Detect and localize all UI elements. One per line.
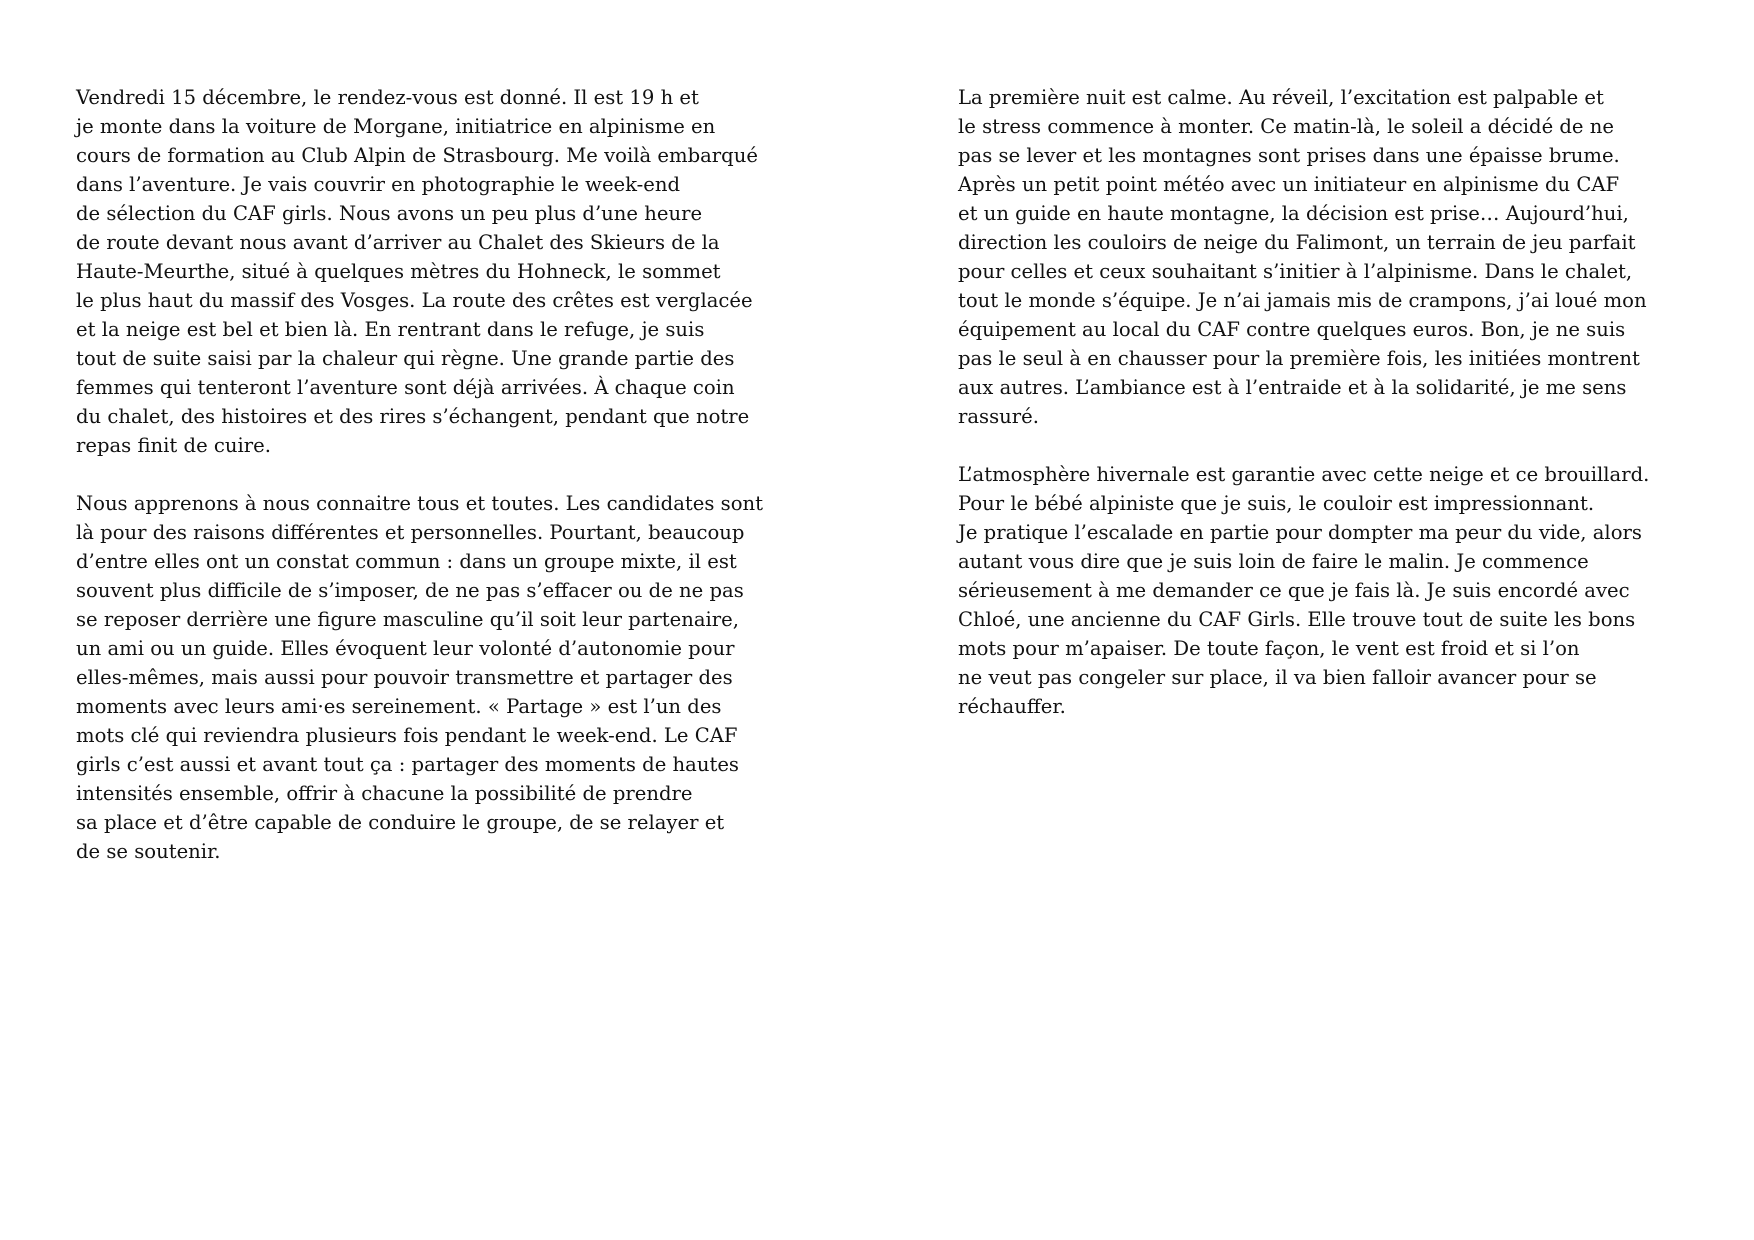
text-line: le stress commence à monter. Ce matin-là, le soleil a décidé de ne	[958, 115, 1614, 138]
text-line: mots clé qui reviendra plusieurs fois pendant le week-end. Le CAF	[76, 724, 738, 747]
text-line: Chloé, une ancienne du CAF Girls. Elle trouve tout de suite les bons	[958, 608, 1636, 631]
text-line: mots pour m’apaiser. De toute façon, le vent est froid et si l’on	[958, 637, 1580, 660]
text-line: ne veut pas congeler sur place, il va bien falloir avancer pour se	[958, 666, 1597, 689]
text-line: Nous apprenons à nous connaitre tous et toutes. Les candidates sont	[76, 492, 763, 515]
text-line: je monte dans la voiture de Morgane, initiatrice en alpinisme en	[76, 115, 716, 138]
text-line: autant vous dire que je suis loin de faire le malin. Je commence	[958, 550, 1589, 573]
text-line: moments avec leurs ami·es sereinement. « Partage » est l’un des	[76, 695, 722, 718]
text-line: direction les couloirs de neige du Falimont, un terrain de jeu parfait	[958, 231, 1636, 254]
left-column	[76, 83, 816, 895]
text-line: La première nuit est calme. Au réveil, l’excitation est palpable et	[958, 86, 1604, 109]
text-line: Je pratique l’escalade en partie pour dompter ma peur du vide, alors	[958, 521, 1642, 544]
text-line: Après un petit point météo avec un initiateur en alpinisme du CAF	[958, 173, 1620, 196]
text-line: pour celles et ceux souhaitant s’initier à l’alpinisme. Dans le chalet,	[958, 260, 1633, 283]
right-column	[958, 83, 1698, 750]
text-line: Vendredi 15 décembre, le rendez-vous est donné. Il est 19 h et	[76, 86, 699, 109]
text-line: girls c’est aussi et avant tout ça : partager des moments de hautes	[76, 753, 739, 776]
text-line: sa place et d’être capable de conduire le groupe, de se relayer et	[76, 811, 725, 834]
text-line: Haute-Meurthe, situé à quelques mètres du Hohneck, le sommet	[76, 260, 721, 283]
text-line: un ami ou un guide. Elles évoquent leur volonté d’autonomie pour	[76, 637, 735, 660]
paragraph	[76, 489, 816, 866]
text-line: et un guide en haute montagne, la décision est prise… Aujourd’hui,	[958, 202, 1629, 225]
text-line: pas le seul à en chausser pour la première fois, les initiées montrent	[958, 347, 1640, 370]
text-line: d’entre elles ont un constat commun : dans un groupe mixte, il est	[76, 550, 737, 573]
paragraph	[958, 83, 1698, 431]
text-line: réchauffer.	[958, 695, 1066, 718]
text-line: le plus haut du massif des Vosges. La route des crêtes est verglacée	[76, 289, 753, 312]
text-line: intensités ensemble, offrir à chacune la possibilité de prendre	[76, 782, 693, 805]
text-line: elles-mêmes, mais aussi pour pouvoir transmettre et partager des	[76, 666, 733, 689]
text-line: tout le monde s’équipe. Je n’ai jamais mis de crampons, j’ai loué mon	[958, 289, 1647, 312]
text-line: L’atmosphère hivernale est garantie avec cette neige et ce brouillard.	[958, 463, 1650, 486]
text-line: sérieusement à me demander ce que je fais là. Je suis encordé avec	[958, 579, 1630, 602]
text-line: dans l’aventure. Je vais couvrir en photographie le week-end	[76, 173, 681, 196]
text-line: de sélection du CAF girls. Nous avons un peu plus d’une heure	[76, 202, 703, 225]
text-line: équipement au local du CAF contre quelques euros. Bon, je ne suis	[958, 318, 1626, 341]
text-line: de se soutenir.	[76, 840, 221, 863]
paragraph	[76, 83, 816, 460]
text-line: souvent plus difficile de s’imposer, de ne pas s’effacer ou de ne pas	[76, 579, 744, 602]
text-line: pas se lever et les montagnes sont prises dans une épaisse brume.	[958, 144, 1620, 167]
text-line: là pour des raisons différentes et personnelles. Pourtant, beaucoup	[76, 521, 745, 544]
text-line: tout de suite saisi par la chaleur qui règne. Une grande partie des	[76, 347, 735, 370]
text-line: cours de formation au Club Alpin de Strasbourg. Me voilà embarqué	[76, 144, 758, 167]
text-line: et la neige est bel et bien là. En rentrant dans le refuge, je suis	[76, 318, 705, 341]
text-line: se reposer derrière une figure masculine qu’il soit leur partenaire,	[76, 608, 739, 631]
text-line: du chalet, des histoires et des rires s’échangent, pendant que notre	[76, 405, 750, 428]
paragraph	[958, 460, 1698, 721]
text-line: Pour le bébé alpiniste que je suis, le couloir est impressionnant.	[958, 492, 1595, 515]
text-line: repas finit de cuire.	[76, 434, 271, 457]
text-line: rassuré.	[958, 405, 1039, 428]
text-line: de route devant nous avant d’arriver au Chalet des Skieurs de la	[76, 231, 720, 254]
text-line: femmes qui tenteront l’aventure sont déjà arrivées. À chaque coin	[76, 376, 735, 399]
text-line: aux autres. L’ambiance est à l’entraide et à la solidarité, je me sens	[958, 376, 1627, 399]
